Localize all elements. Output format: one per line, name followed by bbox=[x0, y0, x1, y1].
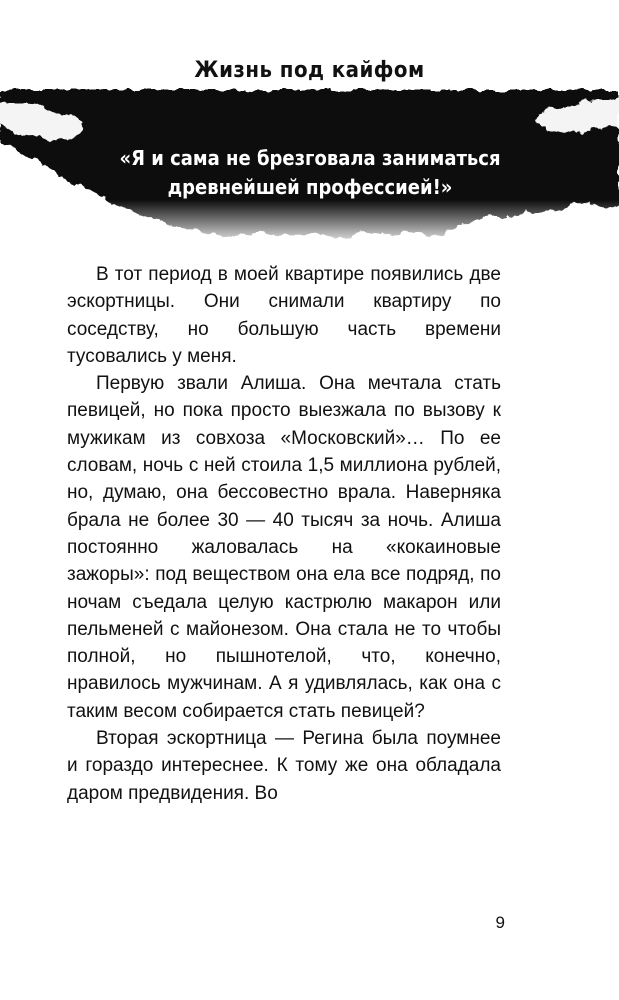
page-number: 9 bbox=[495, 913, 505, 932]
chapter-banner bbox=[0, 88, 619, 248]
chapter-title: «Я и сама не брезговала заниматься древнейшей профессией!» bbox=[119, 146, 501, 199]
paragraph: Вторая эскортница — Регина была поумнее и гораздо интереснее. К тому же она обладала даром предвидения. Во bbox=[67, 728, 501, 804]
running-head: Жизнь под кайфом bbox=[194, 58, 425, 83]
body-text bbox=[67, 261, 501, 807]
paragraph: В тот период в моей квартире появились две эскортницы. Они снимали квартиру по соседству, но большую часть времени тусовались у меня. bbox=[67, 264, 501, 367]
paragraph: Первую звали Алиша. Она мечтала стать певицей, но пока просто выезжала по вызову к мужикам из совхоза «Московский»… По ее словам, ночь с ней стоила 1,5 миллиона рублей, но, думаю, она бессовестно врала. Наверняка брала не более 30 — 40 тысяч за ночь. Алиша постоянно жаловалась на «кокаиновые зажоры»: под веществом она ела все подряд, по ночам съедала целую кастрюлю макарон или пельменей с майонезом. Она стала не то чтобы полной, но пышнотелой, что, конечно, нравилось мужчинам. А я удивлялась, как она с таким весом собирается стать певицей? bbox=[67, 373, 501, 722]
